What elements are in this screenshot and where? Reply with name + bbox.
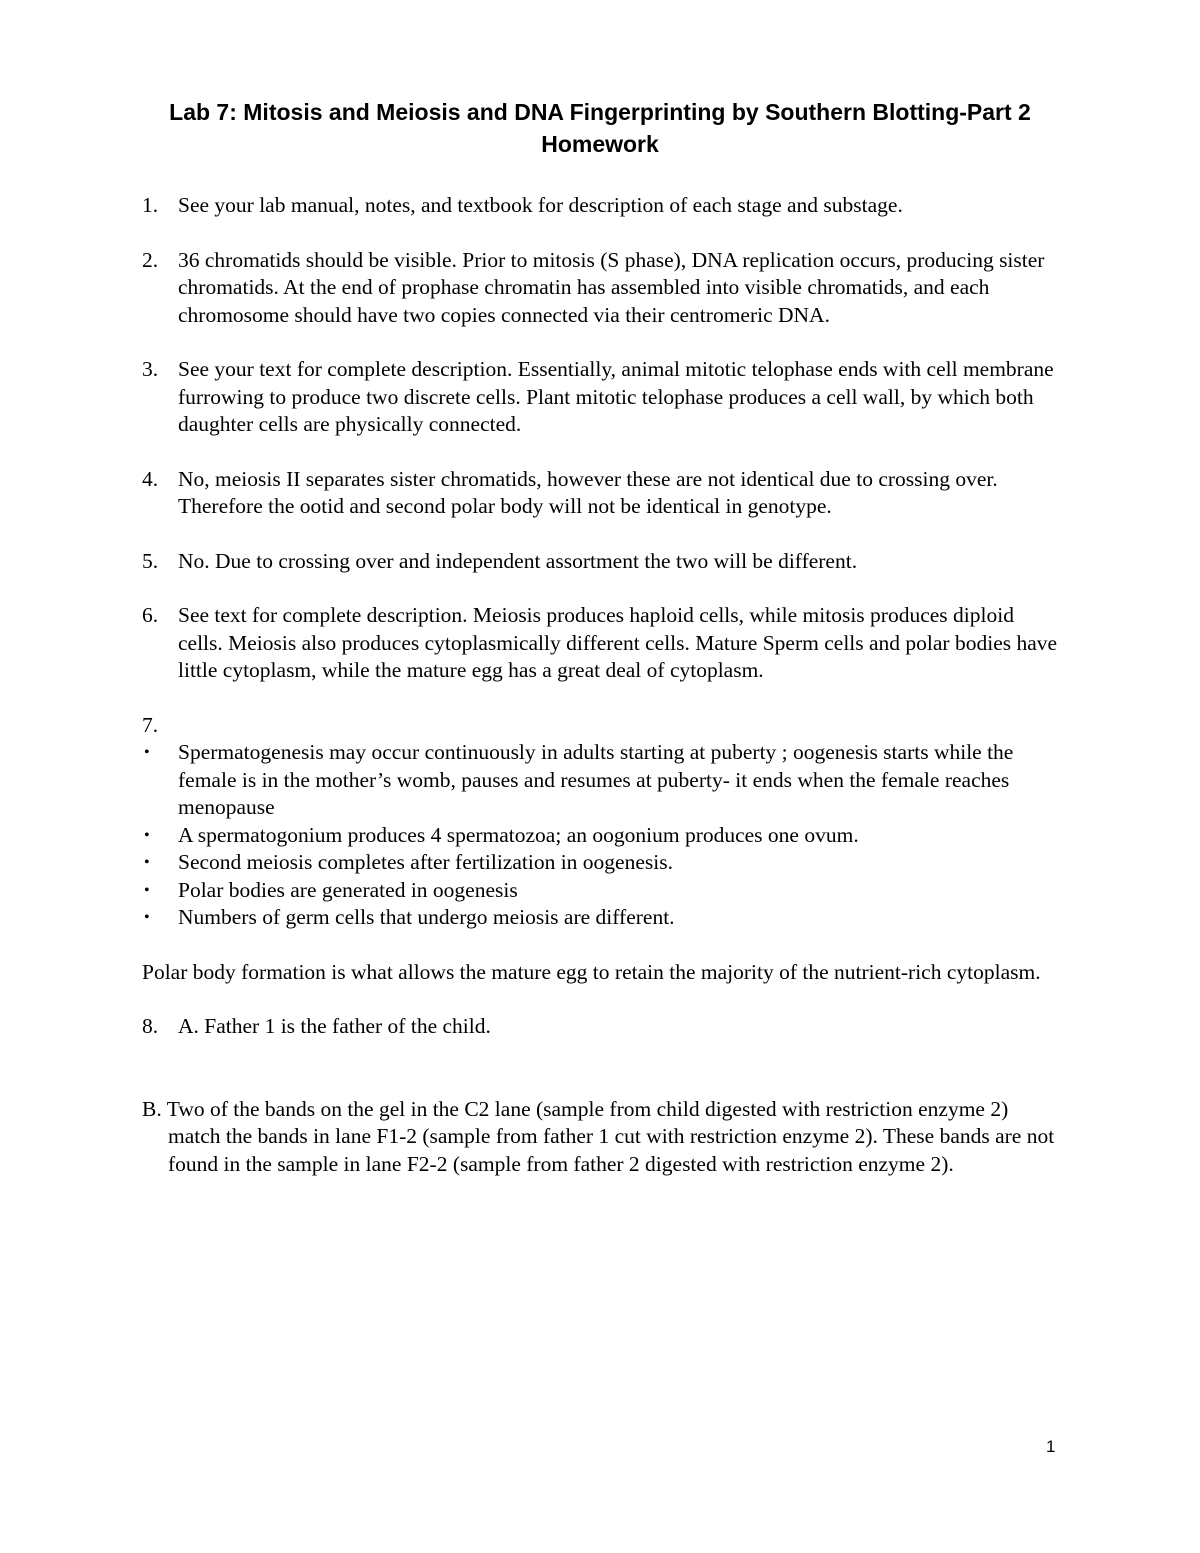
bullet-text: Second meiosis completes after fertilization in oogenesis.	[178, 850, 673, 874]
item-text: A. Father 1 is the father of the child.	[178, 1014, 491, 1038]
bullet-item	[142, 739, 1062, 822]
bullet-item	[142, 877, 1062, 905]
item-text: 36 chromatids should be visible. Prior to mitosis (S phase), DNA replication occurs, producing sister chromatids. At the end of prophase chromatin has assembled into visible chromatids, and each chromosome should have two copies connected via their centromeric DNA.	[178, 247, 1045, 327]
item-number: 3.	[142, 357, 159, 381]
bullet-text: Numbers of germ cells that undergo meiosis are different.	[178, 905, 675, 929]
polar-body-paragraph: Polar body formation is what allows the mature egg to retain the majority of the nutrient-rich cytoplasm.	[142, 959, 1041, 984]
bullet-text: Polar bodies are generated in oogenesis	[178, 877, 518, 902]
bullet-item	[142, 822, 1062, 850]
bullet-icon: •	[144, 881, 150, 899]
bullet-item	[142, 849, 1062, 877]
item-text: See your lab manual, notes, and textbook for description of each stage and substage.	[178, 193, 903, 217]
item-text	[178, 713, 183, 737]
document-title	[0, 96, 1200, 160]
answer-list	[142, 192, 1062, 1178]
answer-item-7	[142, 712, 1062, 740]
item-number: 4.	[142, 466, 159, 491]
answer-item-8	[142, 1013, 1062, 1041]
item-number: 1.	[142, 193, 159, 217]
item-text: No, meiosis II separates sister chromatids, however these are not identical due to crossing over. Therefore the ootid and second polar body will not be identical in genotype.	[178, 466, 998, 518]
item-number: 6.	[142, 603, 159, 627]
bullet-item	[142, 904, 1062, 932]
answer-item-6	[142, 602, 1062, 685]
bullet-text: Spermatogenesis may occur continuously in adults starting at puberty ; oogenesis starts while the female is in the mother’s womb, pauses and resumes at puberty- it ends when the female reaches menopause	[178, 740, 1014, 819]
bullet-icon: •	[144, 826, 150, 844]
answer-item-8b: B. Two of the bands on the gel in the C2 lane (sample from child digested with restriction enzyme 2) match the bands in lane F1-2 (sample from father 1 cut with restriction enzyme 2). These bands are not found in the sample in lane F2-2 (sample from father 2 digested with restriction enzyme 2).	[142, 1096, 1055, 1176]
bullet-list	[142, 739, 1062, 932]
answer-item-5	[142, 548, 1062, 576]
answer-item-1	[142, 192, 1062, 220]
bullet-icon: •	[144, 909, 150, 926]
item-text: No. Due to crossing over and independent assortment the two will be different.	[178, 548, 858, 573]
bullet-icon: •	[144, 744, 150, 761]
item-number: 8.	[142, 1014, 159, 1038]
item-text: See your text for complete description. Essentially, animal mitotic telophase ends with cell membrane furrowing to produce two discrete cells. Plant mitotic telophase produces a cell wall, by which both daughter cells are physically connected.	[178, 357, 1054, 436]
bullet-text: A spermatogonium produces 4 spermatozoa; an oogonium produces one ovum.	[178, 822, 859, 847]
answer-item-4	[142, 466, 1062, 521]
page-number: 1	[1046, 1437, 1056, 1456]
bullet-icon: •	[144, 854, 150, 871]
answer-item-2	[142, 247, 1062, 330]
item-number: 2.	[142, 247, 159, 272]
item-number: 7.	[142, 712, 159, 737]
title-line-2: Homework	[541, 131, 659, 157]
title-line-1: Lab 7: Mitosis and Meiosis and DNA Fingerprinting by Southern Blotting-Part 2	[169, 99, 1031, 125]
item-text: See text for complete description. Meiosis produces haploid cells, while mitosis produces diploid cells. Meiosis also produces cytoplasmically different cells. Mature Sperm cells and polar bodies have little cytoplasm, while the mature egg has a great deal of cytoplasm.	[178, 603, 1058, 682]
item-number: 5.	[142, 548, 159, 573]
answer-item-3	[142, 356, 1062, 439]
